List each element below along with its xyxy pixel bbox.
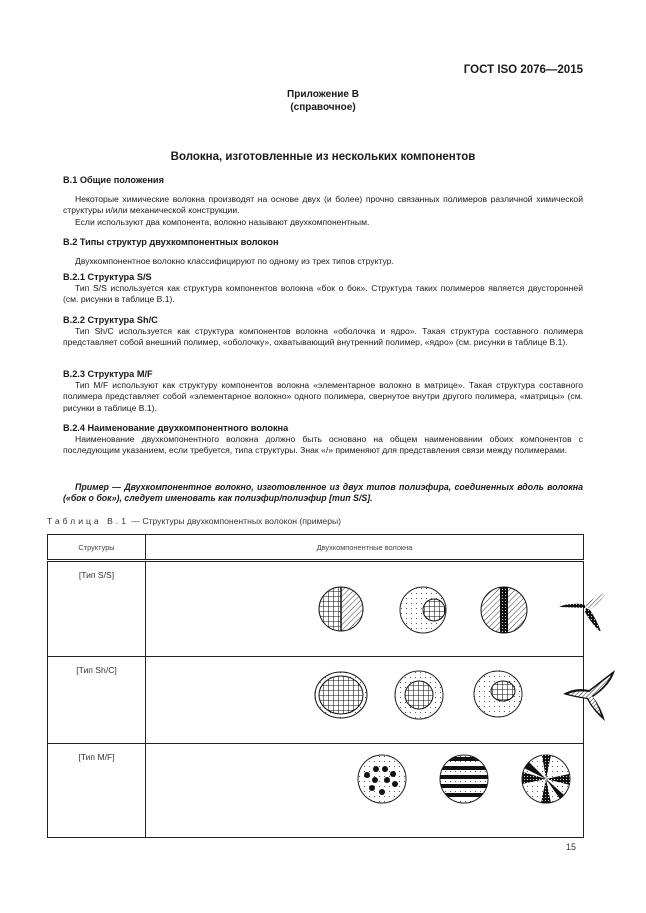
shc-dotted-sheath-grid-core-icon (393, 670, 445, 720)
mf-segmented-pie-icon (520, 754, 572, 804)
table-caption (47, 516, 341, 526)
row-figures-shc (146, 657, 584, 744)
heading-b24: В.2.4 Наименование двухкомпонентного волокна (63, 423, 289, 433)
section-b1 (63, 175, 583, 228)
table-row (48, 744, 584, 838)
ss-trilobal-icon (557, 588, 615, 634)
row-label-mf: [Тип M/F] (48, 744, 146, 838)
section-b22 (63, 315, 583, 349)
paragraph: Наименование двухкомпонентного волокна должно быть основано на общем наименовании обоих компонентов с последующим указанием, если требуется, типа структуры. Знак «/» применяют для представления связи между полимерами. (63, 434, 583, 456)
row-label-ss: [Тип S/S] (48, 561, 146, 657)
table-caption-text: Структуры двухкомпонентных волокон (примеры) (142, 516, 342, 526)
paragraph: Двухкомпонентное волокно классифицируют по одному из трех типов структур. (75, 256, 394, 267)
example-block (63, 482, 583, 504)
row-figures-ss (146, 561, 584, 657)
table-caption-dash: — (128, 516, 143, 526)
header-fibers: Двухкомпонентные волокна (146, 535, 584, 561)
section-b2 (63, 237, 583, 267)
shc-eccentric-core-icon (472, 669, 524, 719)
page-number: 15 (566, 842, 577, 852)
shc-thin-sheath-grid-core-icon (313, 670, 369, 720)
heading-b1: В.1 Общие положения (63, 175, 164, 185)
table-caption-label: Таблица В.1 (47, 516, 129, 526)
example-text: Пример — Двухкомпонентное волокно, изготовленное из двух типов полиэфира, соединенных вдоль волокна («бок о бок»), следует именовать как полиэфир/полиэфир [тип S/S]. (63, 482, 583, 504)
heading-b23: В.2.3 Структура M/F (63, 369, 153, 379)
paragraph: Тип Sh/C используется как структура компонентов волокна «оболочка и ядро». Такая структура составного полимера представляет собой внешний полимер, «оболочку», охватывающий внутренний полимер, «ядро» (см. рисунки в таблице В.1). (63, 326, 583, 348)
table-header-row (48, 535, 584, 561)
standard-number: ГОСТ ISO 2076—2015 (463, 64, 583, 76)
fiber-structures-table (47, 534, 584, 838)
heading-b21: В.2.1 Структура S/S (63, 272, 152, 282)
appendix-title: Приложение В (287, 89, 359, 100)
ss-hatch-with-dark-stripe-icon (480, 585, 528, 635)
heading-b2: В.2 Типы структур двухкомпонентных волокон (63, 237, 279, 247)
paragraph: Тип S/S используется как структура компонентов волокна «бок о бок». Структура таких полимеров является двусторонней (см. рисунки в таблице В.1). (63, 283, 583, 305)
mf-striped-icon (438, 754, 490, 804)
section-b24 (63, 423, 583, 457)
header-structures: Структуры (48, 535, 146, 561)
mf-islands-in-sea-icon (357, 754, 407, 804)
paragraph: Если используют два компонента, волокно называют двухкомпонентным. (75, 216, 370, 227)
ss-dots-with-grid-segment-icon (399, 586, 449, 636)
shc-trilobal-icon (561, 667, 617, 723)
paragraph: Тип M/F используют как структуру компонентов волокна «элементарное волокно в матрице». Такая структура составного полимера представляет собой «элементарное волокно» одного полимера, свернутое внутри другого полимера, «матрицы» (см. рисунки в таблице В.1). (63, 380, 583, 413)
section-title: Волокна, изготовленные из нескольких компонентов (170, 151, 476, 163)
section-b23 (63, 369, 583, 414)
row-figures-mf (146, 744, 584, 838)
table-row (48, 561, 584, 657)
appendix-subtitle: (справочное) (290, 102, 356, 113)
paragraph: Некоторые химические волокна производят на основе двух (и более) прочно связанных полимеров различной химической структуры и/или механической конструкции. (63, 194, 583, 216)
section-b21 (63, 272, 583, 306)
table-row (48, 657, 584, 744)
heading-b22: В.2.2 Структура Sh/C (63, 315, 158, 325)
ss-half-grid-half-hatch-icon (318, 586, 364, 632)
row-label-shc: [Тип Sh/C] (48, 657, 146, 744)
